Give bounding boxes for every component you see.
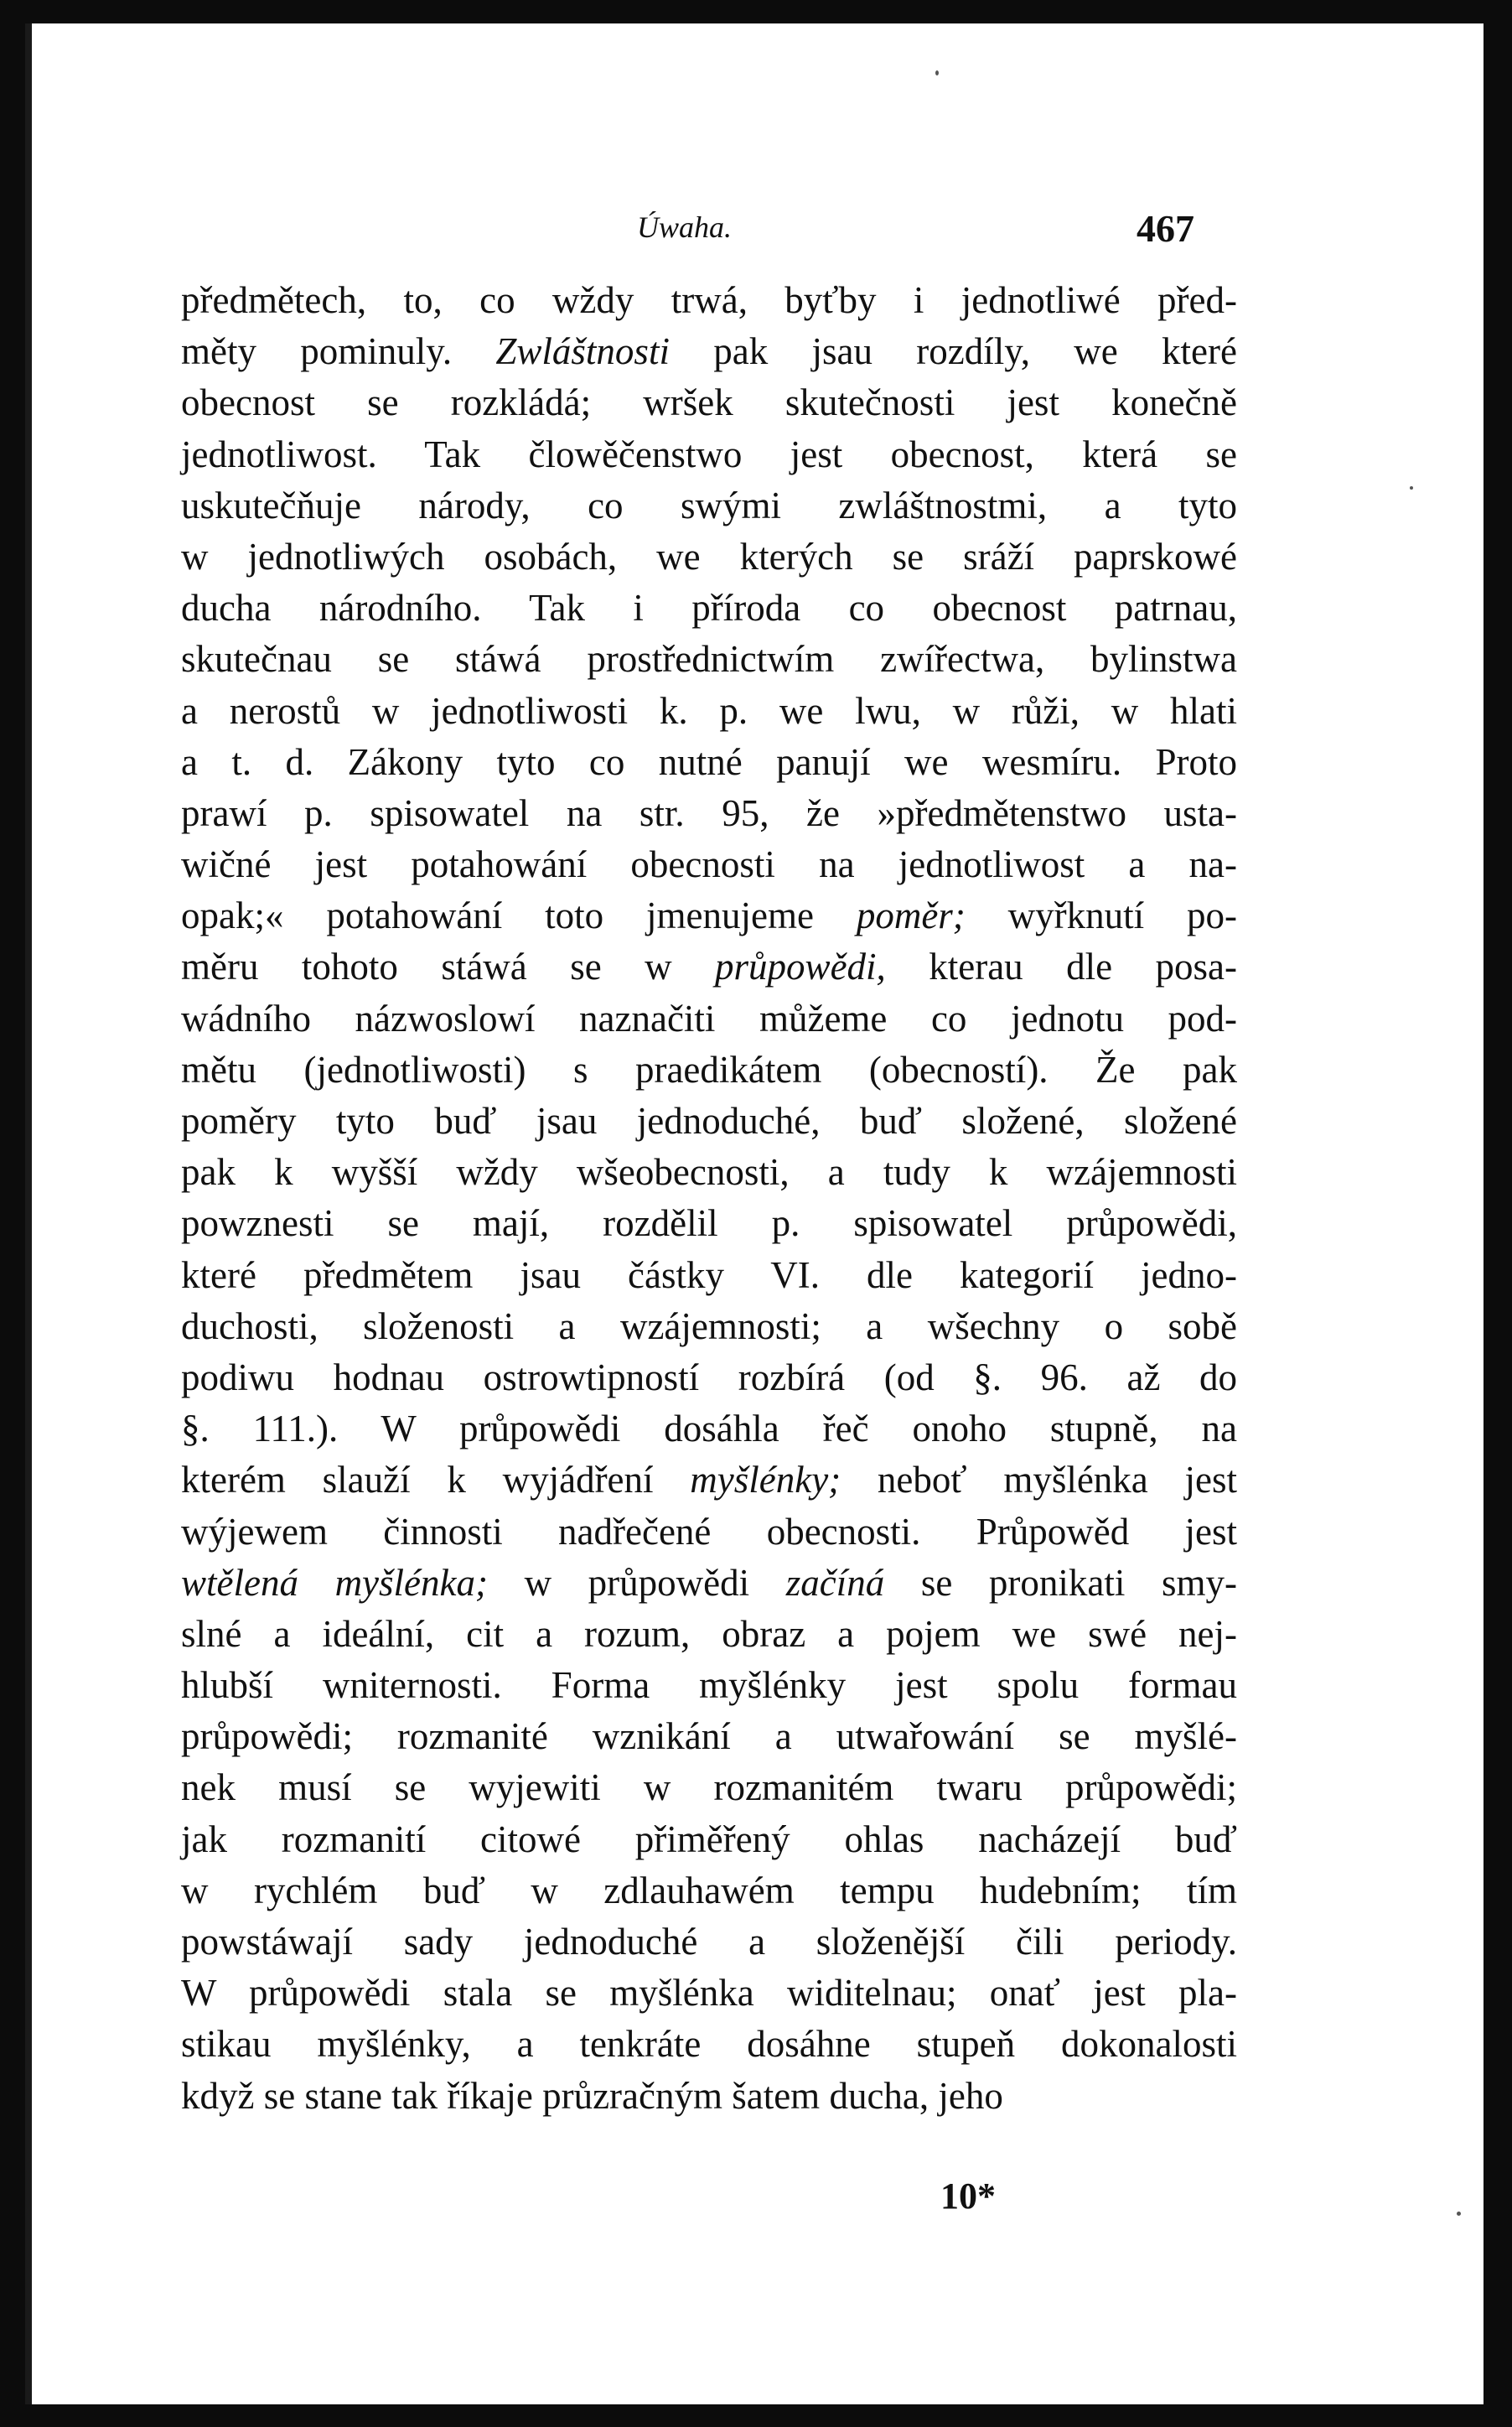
text-segment: pak jsau rozdíly, we které	[669, 330, 1237, 373]
text-line	[181, 480, 1237, 532]
text-line	[181, 993, 1237, 1045]
text-line	[181, 1455, 1237, 1506]
text-segment: skutečnau se stáwá prostřednictwím zwířectwa, bylinstwa	[181, 638, 1237, 681]
text-segment: a nerostů w jednotliwosti k. p. we lwu, w růži, w hlati	[181, 689, 1237, 732]
text-segment: podiwu hodnau ostrowtipností rozbírá (od §. 96. až do	[181, 1356, 1237, 1398]
text-segment: wičné jest potahowání obecnosti na jednotliwost a na-	[181, 843, 1237, 886]
text-segment: duchosti, složenosti a wzájemnosti; a wšechny o sobě	[181, 1304, 1237, 1347]
text-line	[181, 1403, 1237, 1455]
text-line	[181, 326, 1237, 377]
printer-signature-mark: 10*	[940, 2175, 996, 2217]
paper-speck	[935, 70, 939, 75]
text-segment: kterém slauží k wyjádření	[181, 1459, 691, 1501]
paper-speck	[1457, 2212, 1461, 2216]
text-line	[181, 890, 1237, 941]
text-segment: jednotliwost. Tak člowěčenstwo jest obecnost, která se	[181, 433, 1237, 475]
text-segment: když se stane tak říkaje průzračným šatem ducha, jeho	[181, 2074, 1003, 2117]
text-segment: měty pominuly.	[181, 330, 496, 373]
text-line	[181, 788, 1237, 839]
text-segment: a t. d. Zákony tyto co nutné panují we wesmíru. Proto	[181, 740, 1237, 783]
text-segment: w jednotliwých osobách, we kterých se sráží paprskowé	[181, 535, 1237, 578]
text-segment: které předmětem jsau částky VI. dle kategorií jedno-	[181, 1253, 1237, 1296]
text-line	[181, 1609, 1237, 1660]
body-text	[181, 275, 1237, 2122]
text-line	[181, 686, 1237, 737]
text-line	[181, 1814, 1237, 1865]
text-segment: wýjewem činnosti nadřečené obecnosti. Průpowěd jest	[181, 1510, 1237, 1553]
text-segment: wádního názwoslowí naznačiti můžeme co jednotu pod-	[181, 997, 1237, 1040]
text-line	[181, 1198, 1237, 1249]
text-line	[181, 1301, 1237, 1352]
text-line	[181, 1250, 1237, 1301]
text-line	[181, 429, 1237, 480]
running-title: Úwaha.	[637, 210, 733, 244]
text-segment: obecnost se rozkládá; wršek skutečnosti jest konečně	[181, 381, 1237, 424]
text-line	[181, 1660, 1237, 1711]
text-line	[181, 2019, 1237, 2070]
italic-text-segment: začíná	[785, 1561, 885, 1604]
text-segment: w průpowědi	[487, 1561, 786, 1604]
text-line	[181, 1711, 1237, 1762]
text-segment: poměry tyto buď jsau jednoduché, buď složené, složené	[181, 1100, 1237, 1142]
text-line	[181, 1096, 1237, 1147]
text-segment: stikau myšlénky, a tenkráte dosáhne stupeň dokonalosti	[181, 2023, 1237, 2066]
text-line	[181, 1352, 1237, 1403]
text-line	[181, 1916, 1237, 1968]
text-line	[181, 1968, 1237, 2019]
text-line	[181, 1147, 1237, 1198]
text-line	[181, 1045, 1237, 1096]
italic-text-segment: poměr;	[856, 895, 966, 937]
text-segment: §. 111.). W průpowědi dosáhla řeč onoho stupně, na	[181, 1408, 1237, 1450]
text-segment: prawí p. spisowatel na str. 95, že »předmětenstwo usta-	[181, 791, 1237, 834]
text-segment: powstáwají sady jednoduché a složenější čili periody.	[181, 1921, 1237, 1963]
text-segment: W průpowědi stala se myšlénka widitelnau; onať jest pla-	[181, 1972, 1237, 2015]
text-segment: powznesti se mají, rozdělil p. spisowatel průpowědi,	[181, 1202, 1237, 1245]
text-segment: ducha národního. Tak i příroda co obecnost patrnau,	[181, 587, 1237, 630]
page-number: 467	[1137, 207, 1194, 250]
text-segment: průpowědi; rozmanité wznikání a utwařowání se myšlé-	[181, 1715, 1237, 1758]
text-segment: měru tohoto stáwá se w	[181, 946, 716, 988]
paper-speck	[1410, 486, 1413, 490]
text-segment: w rychlém buď w zdlauhawém tempu hudebním; tím	[181, 1869, 1237, 1911]
text-segment: pak k wyšší wždy wšeobecnosti, a tudy k wzájemnosti	[181, 1151, 1237, 1194]
italic-text-segment: myšlénky;	[690, 1459, 841, 1501]
text-segment: nek musí se wyjewiti w rozmanitém twaru průpowědi;	[181, 1766, 1237, 1809]
text-line	[181, 1558, 1237, 1609]
text-line	[181, 1865, 1237, 1916]
text-line	[181, 839, 1237, 890]
text-segment: se pronikati smy-	[884, 1561, 1237, 1604]
text-segment: předmětech, to, co wždy trwá, byťby i jednotliwé před-	[181, 279, 1237, 321]
text-segment: hlubší wniternosti. Forma myšlénky jest spolu formau	[181, 1664, 1237, 1707]
running-header	[32, 201, 1484, 252]
text-segment: opak;« potahowání toto jmenujeme	[181, 895, 857, 937]
text-segment: slné a ideální, cit a rozum, obraz a pojem we swé nej-	[181, 1612, 1237, 1655]
text-segment: wyřknutí po-	[965, 895, 1237, 937]
text-line	[181, 1507, 1237, 1558]
text-line	[181, 2071, 1237, 2122]
text-segment: jak rozmanití citowé přiměřený ohlas nacházejí buď	[181, 1818, 1237, 1860]
text-line	[181, 941, 1237, 993]
text-segment: mětu (jednotliwosti) s praedikátem (obecností). Že pak	[181, 1048, 1237, 1091]
text-line	[181, 583, 1237, 634]
text-line	[181, 634, 1237, 685]
text-segment: kterau dle posa-	[885, 946, 1237, 988]
text-line	[181, 275, 1237, 326]
text-segment: uskutečňuje národy, co swými zwláštnostmi, a tyto	[181, 484, 1237, 526]
text-line	[181, 737, 1237, 788]
text-line	[181, 377, 1237, 428]
italic-text-segment: průpowědi,	[715, 946, 886, 988]
italic-text-segment: wtělená myšlénka;	[181, 1561, 488, 1604]
text-line	[181, 532, 1237, 583]
book-page	[25, 23, 1484, 2404]
italic-text-segment: Zwláštnosti	[495, 330, 670, 373]
text-segment: neboť myšlénka jest	[841, 1459, 1237, 1501]
text-line	[181, 1762, 1237, 1813]
